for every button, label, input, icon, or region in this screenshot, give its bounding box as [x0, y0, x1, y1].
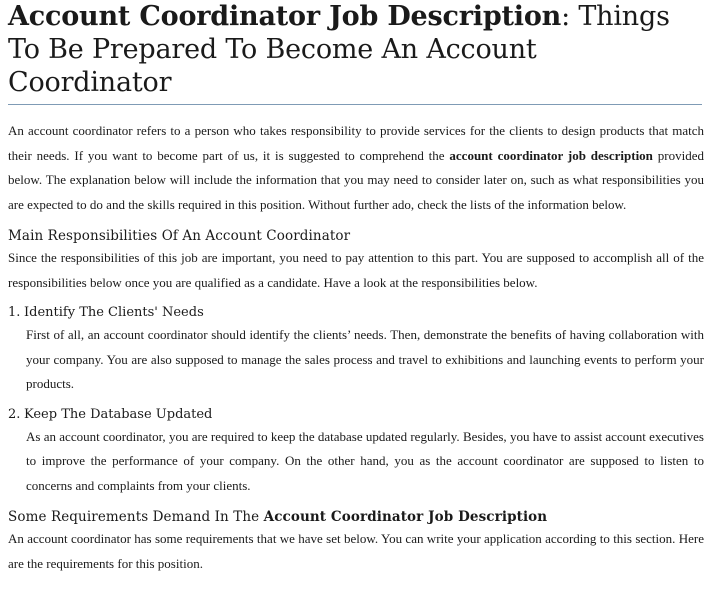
page-title	[8, 0, 704, 99]
responsibilities-heading: Main Responsibilities Of An Account Coordinator	[8, 228, 351, 244]
intro-text-1: An account coordinator refers to a person who takes responsibility to provide services for the clients to design products that match their needs. If you want to become part of us, it is suggested to comprehend the	[8, 123, 704, 163]
intro-bold-keyword: account coordinator job description	[449, 147, 653, 163]
item-title-text: Keep The Database Updated	[24, 406, 213, 422]
item-number: 1.	[8, 305, 21, 320]
item-number: 2.	[8, 406, 21, 422]
page-title-rest: : Things To Be Prepared To Become An Account Coordinator	[8, 1, 670, 98]
requirements-paragraph: An account coordinator has some requirements that we have set below. You can write your application according to this section. Here are the requirements for this position.	[8, 531, 704, 571]
document-page	[8, 0, 704, 576]
title-divider	[8, 104, 702, 105]
responsibility-item-title	[8, 303, 704, 323]
intro-text-2: provided below. The explanation below will include the information that you may need to consider later on, such as what responsibilities you are expected to do and the skills required in this position. Without further ado, check the lists of the information below.	[8, 147, 704, 212]
requirements-heading-plain: Some Requirements Demand In The	[8, 509, 264, 525]
requirements-heading	[8, 507, 704, 527]
item-title-text: Identify The Clients' Needs	[24, 305, 204, 320]
responsibilities-paragraph: Since the responsibilities of this job are important, you need to pay attention to this part. You are supposed to accomplish all of the responsibilities below once you are qualified as a candidate. Have a look at the responsibilities below.	[8, 250, 704, 290]
requirements-heading-bold: Account Coordinator Job Description	[263, 509, 548, 525]
intro-paragraph	[8, 119, 704, 217]
responsibility-item-title	[8, 405, 704, 425]
responsibility-item-text: As an account coordinator, you are required to keep the database updated regularly. Besides, you have to assist account executives to improve the performance of your company. On the other hand, you as the account coordinator are supposed to listen to concerns and complaints from your clients.	[26, 428, 704, 493]
page-title-bold: Account Coordinator Job Description	[8, 1, 562, 32]
responsibility-item-text: First of all, an account coordinator should identify the clients’ needs. Then, demonstrate the benefits of having collaboration with your company. You are also supposed to manage the sales process and travel to exhibitions and launching events to perform your products.	[26, 327, 704, 391]
